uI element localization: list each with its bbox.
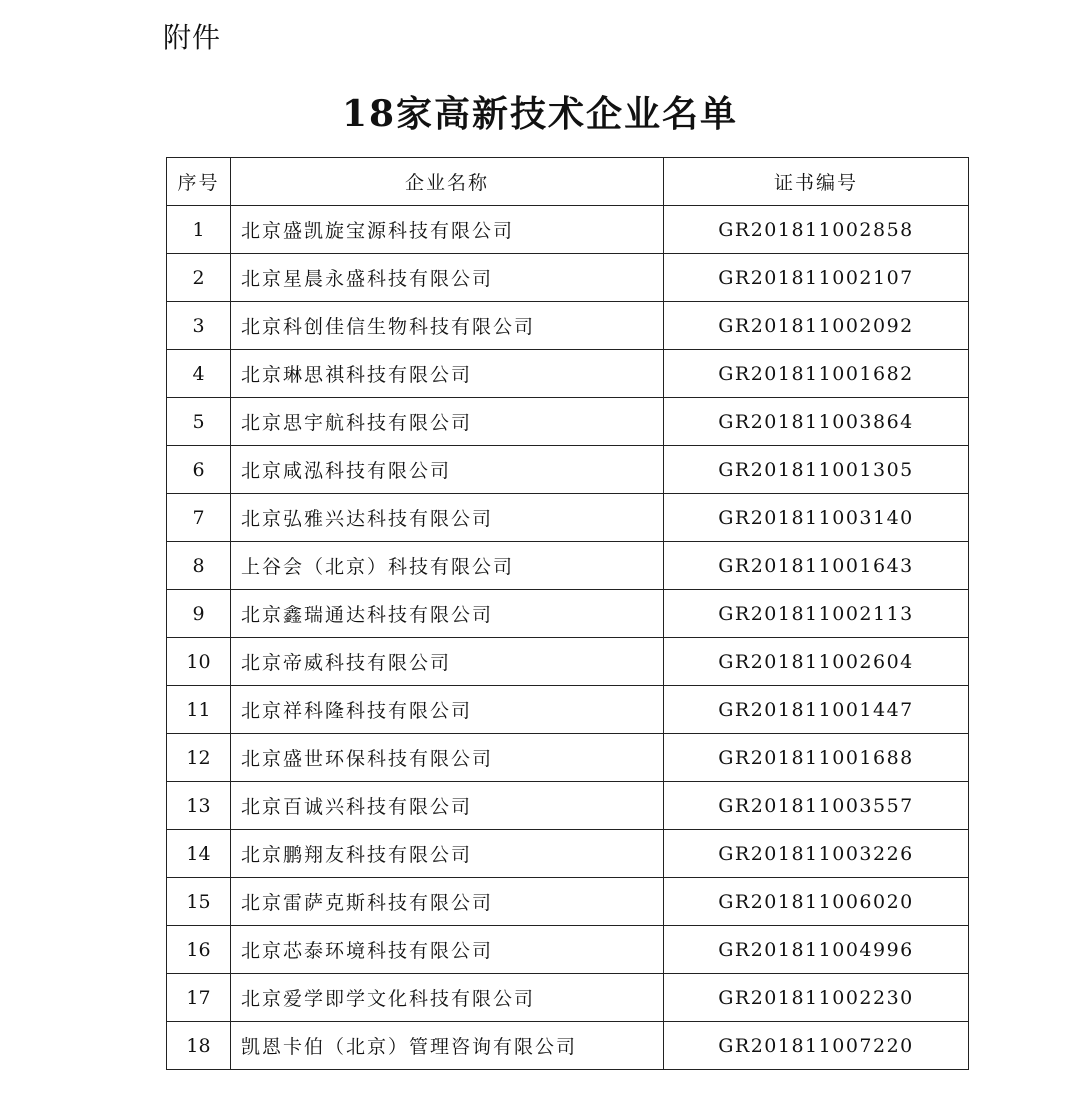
row-index: 14 bbox=[167, 830, 231, 878]
row-index: 13 bbox=[167, 782, 231, 830]
table-row bbox=[167, 686, 969, 734]
row-company-name: 北京星晨永盛科技有限公司 bbox=[231, 254, 664, 302]
row-company-name: 北京盛世环保科技有限公司 bbox=[231, 734, 664, 782]
row-certificate-number: GR201811007220 bbox=[664, 1022, 969, 1070]
table-row bbox=[167, 494, 969, 542]
row-index: 18 bbox=[167, 1022, 231, 1070]
document-title: 18家高新技术企业名单 bbox=[341, 93, 739, 135]
row-index: 11 bbox=[167, 686, 231, 734]
table-row bbox=[167, 398, 969, 446]
row-company-name: 上谷会（北京）科技有限公司 bbox=[231, 542, 664, 590]
row-company-name: 北京鑫瑞通达科技有限公司 bbox=[231, 590, 664, 638]
row-index: 16 bbox=[167, 926, 231, 974]
table-row bbox=[167, 638, 969, 686]
header-index: 序号 bbox=[167, 158, 231, 206]
row-index: 4 bbox=[167, 350, 231, 398]
row-index: 2 bbox=[167, 254, 231, 302]
row-certificate-number: GR201811004996 bbox=[664, 926, 969, 974]
row-company-name: 北京雷萨克斯科技有限公司 bbox=[231, 878, 664, 926]
row-company-name: 凯恩卡伯（北京）管理咨询有限公司 bbox=[231, 1022, 664, 1070]
row-index: 5 bbox=[167, 398, 231, 446]
table-row bbox=[167, 1022, 969, 1070]
row-company-name: 北京帝威科技有限公司 bbox=[231, 638, 664, 686]
row-certificate-number: GR201811001688 bbox=[664, 734, 969, 782]
row-company-name: 北京琳思祺科技有限公司 bbox=[231, 350, 664, 398]
row-certificate-number: GR201811003864 bbox=[664, 398, 969, 446]
table-row bbox=[167, 974, 969, 1022]
row-certificate-number: GR201811002107 bbox=[664, 254, 969, 302]
table-row bbox=[167, 830, 969, 878]
row-company-name: 北京芯泰环境科技有限公司 bbox=[231, 926, 664, 974]
row-certificate-number: GR201811003557 bbox=[664, 782, 969, 830]
row-index: 12 bbox=[167, 734, 231, 782]
row-certificate-number: GR201811002230 bbox=[664, 974, 969, 1022]
row-certificate-number: GR201811002113 bbox=[664, 590, 969, 638]
attachment-label: 附件 bbox=[163, 21, 222, 54]
row-certificate-number: GR201811002092 bbox=[664, 302, 969, 350]
row-company-name: 北京咸泓科技有限公司 bbox=[231, 446, 664, 494]
table-row bbox=[167, 782, 969, 830]
row-certificate-number: GR201811001682 bbox=[664, 350, 969, 398]
row-certificate-number: GR201811001305 bbox=[664, 446, 969, 494]
header-company-name: 企业名称 bbox=[231, 158, 664, 206]
row-company-name: 北京祥科隆科技有限公司 bbox=[231, 686, 664, 734]
row-index: 10 bbox=[167, 638, 231, 686]
table-row bbox=[167, 302, 969, 350]
row-certificate-number: GR201811003140 bbox=[664, 494, 969, 542]
table-body bbox=[167, 206, 969, 1070]
table-row bbox=[167, 350, 969, 398]
row-index: 9 bbox=[167, 590, 231, 638]
table-row bbox=[167, 446, 969, 494]
table-row bbox=[167, 206, 969, 254]
row-index: 7 bbox=[167, 494, 231, 542]
row-index: 3 bbox=[167, 302, 231, 350]
row-certificate-number: GR201811002604 bbox=[664, 638, 969, 686]
table-row bbox=[167, 542, 969, 590]
table-row bbox=[167, 254, 969, 302]
row-company-name: 北京盛凯旋宝源科技有限公司 bbox=[231, 206, 664, 254]
row-index: 15 bbox=[167, 878, 231, 926]
row-index: 17 bbox=[167, 974, 231, 1022]
table-row bbox=[167, 734, 969, 782]
row-company-name: 北京爱学即学文化科技有限公司 bbox=[231, 974, 664, 1022]
row-certificate-number: GR201811006020 bbox=[664, 878, 969, 926]
table-row bbox=[167, 926, 969, 974]
row-company-name: 北京弘雅兴达科技有限公司 bbox=[231, 494, 664, 542]
row-company-name: 北京鹏翔友科技有限公司 bbox=[231, 830, 664, 878]
row-index: 6 bbox=[167, 446, 231, 494]
row-index: 1 bbox=[167, 206, 231, 254]
table-row bbox=[167, 590, 969, 638]
row-company-name: 北京科创佳信生物科技有限公司 bbox=[231, 302, 664, 350]
company-table bbox=[166, 157, 969, 1070]
row-index: 8 bbox=[167, 542, 231, 590]
table-header-row bbox=[167, 158, 969, 206]
row-certificate-number: GR201811001447 bbox=[664, 686, 969, 734]
row-company-name: 北京思宇航科技有限公司 bbox=[231, 398, 664, 446]
row-certificate-number: GR201811002858 bbox=[664, 206, 969, 254]
row-company-name: 北京百诚兴科技有限公司 bbox=[231, 782, 664, 830]
row-certificate-number: GR201811001643 bbox=[664, 542, 969, 590]
row-certificate-number: GR201811003226 bbox=[664, 830, 969, 878]
header-certificate-number: 证书编号 bbox=[664, 158, 969, 206]
table-row bbox=[167, 878, 969, 926]
